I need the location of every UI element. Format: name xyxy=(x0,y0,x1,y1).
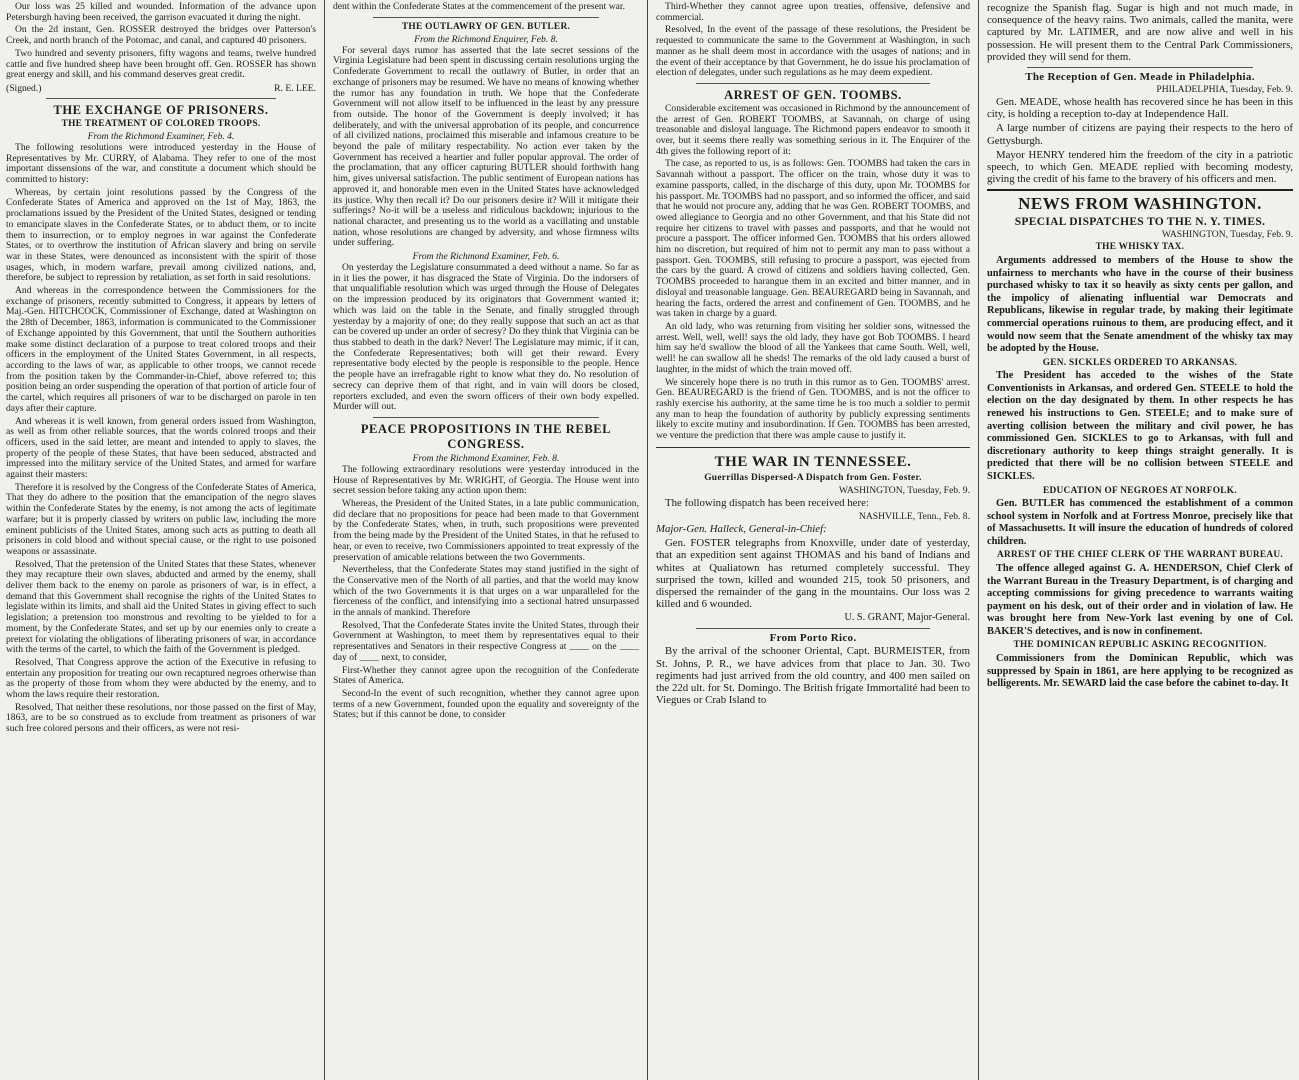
paragraph: Resolved, That Congress approve the action of the Executive in refusing to entertain any proposition for treating our own recaptured negroes otherwise than as the property of those from whom they were abducted by the enemy, and to whom the laws require their restoration. xyxy=(6,656,316,701)
dateline: WASHINGTON, Tuesday, Feb. 9. xyxy=(1161,229,1293,241)
section-heading: THE WHISKY TAX. xyxy=(1095,242,1185,253)
signer-name: R. E. LEE. xyxy=(274,82,316,94)
paragraph: By the arrival of the schooner Oriental, Capt. BURMEISTER, from St. Johns, P. R., we have advices from that place to Jan. 30. Two regiments had just arrived from the old country, and 400 men sailed on the 22d ult. for St. Domingo. The British frigate Immortalité had been to Viegues or Crab Island to xyxy=(656,645,970,707)
addressee: Major-Gen. Halleck, General-in-Chief: xyxy=(656,522,827,535)
paragraph: Second-In the event of such recognition, whether they cannot agree upon terms of a new Government, founded upon the equality and sovereignty of the States; but if this cannot be done, to consider xyxy=(333,687,639,721)
washington-section xyxy=(987,189,1293,690)
paragraph: Two hundred and seventy prisoners, fifty wagons and teams, twelve hundred cattle and five hundred sheep have been brought off. Gen. ROSSER has shown great energy and skill, and his command deserves great credit. xyxy=(6,47,316,81)
article-title: PEACE PROPOSITIONS IN THE REBEL CONGRESS. xyxy=(360,421,612,451)
paragraph: Gen. MEADE, whose health has recovered since he has been in this city, is holding a reception to-day at Independence Hall. xyxy=(987,96,1293,121)
article-source: From the Richmond Examiner, Feb. 4. xyxy=(87,130,235,142)
paragraph: Nevertheless, that the Confederate States may stand justified in the sight of the Conservative men of the North of all parties, and that the world may know which of the two Governments it is that urges on a war unparalleled for the fierceness of the conflict, and intensifying into a sectional hatred unsurpassed in the annals of mankind. Therefore xyxy=(333,564,639,619)
paragraph: Considerable excitement was occasioned in Richmond by the announcement of the arrest of Gen. ROBERT TOOMBS, at Savannah, on charge of using treasonable and disloyal language. The Richmond papers endeavor to smooth it over, but it seems there really was something serious in it. The Enquirer of the 4th gives the following report of it: xyxy=(656,102,970,157)
paragraph: The following extraordinary resolutions were yesterday introduced in the House of Representatives by Mr. WRIGHT, of Georgia. The House went into secret session before taking any action upon them: xyxy=(333,463,639,497)
paragraph: Resolved, In the event of the passage of these resolutions, the President be requested to communicate the same to the Government at Washington, in such manner as he shall deem most in accordance with the usages of nations; and in the event of their acceptance by that Government, he do issue his proclamation of election of delegates, under such regulations as he may deem expedient. xyxy=(656,24,970,79)
signer-name: U. S. GRANT, Major-General. xyxy=(844,612,970,624)
article-source: From the Richmond Examiner, Feb. 8. xyxy=(412,452,560,464)
divider xyxy=(373,417,599,418)
dateline: PHILADELPHIA, Tuesday, Feb. 9. xyxy=(1156,84,1293,96)
paragraph: An old lady, who was returning from visiting her soldier sons, witnessed the arrest. Well, well, well! says the old lady, they have got Bob TOOMBS. I heard him say he'd swallow the blood of all the Yankees that came South. Well, well, well! he can swallow all he sheds! The remarks of the old lady caused a burst of laughter, in the midst of which the train moved off. xyxy=(656,320,970,375)
divider xyxy=(1027,67,1253,68)
divider xyxy=(373,17,599,18)
divider xyxy=(46,98,276,99)
paragraph: On the 2d instant, Gen. ROSSER destroyed the bridges over Patterson's Creek, and north branch of the Potomac, and canal, and captured 40 prisoners. xyxy=(6,24,316,47)
divider xyxy=(696,83,930,84)
paragraph: The following dispatch has been received here: xyxy=(665,496,869,509)
signature-line xyxy=(6,83,316,94)
divider xyxy=(656,447,970,448)
article-source: From the Richmond Enquirer, Feb. 8. xyxy=(414,33,558,45)
article-source: From the Richmond Examiner, Feb. 6. xyxy=(412,251,560,263)
paragraph: Resolved, That neither these resolutions, nor those passed on the first of May, 1863, are to be so construed as to exclude from treatment as prisoners of war such free colored persons and their officers, as were not resi- xyxy=(6,701,316,735)
section-heading: ARREST OF THE CHIEF CLERK OF THE WARRANT BUREAU. xyxy=(996,550,1284,561)
article-title: The Reception of Gen. Meade in Philadelphia. xyxy=(1025,71,1255,84)
article-title: From Porto Rico. xyxy=(769,632,857,645)
section-masthead: NEWS FROM WASHINGTON. xyxy=(1018,194,1262,214)
paragraph: A large number of citizens are paying their respects to the hero of Gettysburgh. xyxy=(987,122,1293,147)
paragraph: dent within the Confederate States at the commencement of the present war. xyxy=(333,1,625,12)
paragraph: Resolved, That the Confederate States invite the United States, through their Government at Washington, to meet them by representatives equal to their representatives and Senators in their respective Congress at ____ on the ____ day of ____ next, to consider, xyxy=(333,619,639,663)
paragraph: The case, as reported to us, is as follows: Gen. TOOMBS had taken the cars in Savannah without a passport. The officer on the train, whose duty it was to examine passports, called, in the discharge of this duty, upon Mr. TOOMBS for his passport. Mr. TOOMBS had no passport, and so informed the officer, and said that he would not procure any, adding that he was Gen. ROBERT TOOMBS, and owed allegiance to Georgia and no other Government, and that his State did not require her citizens to travel with passes and passports, and that he would not procure a passport. The officer informed Gen. TOOMBS that his orders allowed him no discretion, but required of him not to permit any man to pass without a passport. Gen. TOOMBS, still refusing to procure a passport, was ejected from the cars by the guard. A crowd of citizens and soldiers having collected, Gen. TOOMBS proceeded to harangue them in an excited and bitter manner, and in disloyal and treasonable language. Gen. BEAUREGARD being in Savannah, and hearing the facts, ordered the arrest and confinement of Gen. TOOMBS, and he was taken in charge by a guard. xyxy=(656,158,970,320)
column-rule xyxy=(978,0,979,1080)
dateline: WASHINGTON, Tuesday, Feb. 9. xyxy=(838,484,970,496)
paragraph: recognize the Spanish flag. Sugar is high and not much made, in consequence of the heavy rains. Two animals, called the manita, were captured by Mr. LATIMER, and are now alive and well in his possession. He will present them to the Central Park Commissioners, provided they will send for them. xyxy=(987,2,1293,63)
divider xyxy=(696,628,930,629)
paragraph: The following resolutions were introduced yesterday in the House of Representatives by Mr. CURRY, of Alabama. They refer to one of the most important dissensions of the war, and constitute a document which should be committed to history: xyxy=(6,141,316,186)
paragraph: Gen. FOSTER telegraphs from Knoxville, under date of yesterday, that an expedition sent against THOMAS and his band of Indians and whites at Qualiatown has returned completely successful. They surprised the town, killed and wounded 215, took 50 prisoners, and dispersed the remainder of the gang in the mountains. Our loss was 2 killed and 6 wounded. xyxy=(656,537,970,611)
paragraph: The offence alleged against G. A. HENDERSON, Chief Clerk of the Warrant Bureau in the Treasury Department, is of charging and accepting commissions for giving precedence to warrants waiting payment on his desk, out of their order and in violation of law. He was brought here from New-York last evening by one of Col. BAKER'S detectives, and is now in confinement. xyxy=(987,562,1293,637)
paragraph: For several days rumor has asserted that the late secret sessions of the Virginia Legislature had been spent in discussing certain resolutions urging the Confederate Government to recall the outlawry of Butler, in order that an exchange of prisoners may be resumed. We have no means of knowing whether the rumor has any foundation in truth. We hope that the Confederate Government will not allow itself to be influenced in the least by any pressure from outside. The honor of the Government is deeply involved; it has deliberately, and with the universal approbation of its people, and concurrence of all civilized nations, proclaimed this miserable and infamous creature to be beyond the pale of military respectability. No action ever taken by the Government has received a heartier and fuller popular approval. The order of the proclamation, that any officer capturing BUTLER should forthwith hang him, gives universal satisfaction. The public sentiment of European nations has approved it, and honorable men even in the United States have acknowledged its justice. Why then recall it? Do our prisoners desire it? Will it mitigate their sufferings? No-it will be a useless and ridiculous backdown; injurious to the national character, and presenting us to the world as a vacillating and unstable nation, whose resolutions are changed by adversity, and whose firmness wilts under suffering. xyxy=(333,44,639,249)
paragraph: The President has acceded to the wishes of the State Conventionists in Arkansas, and ordered Gen. STEELE to hold the election on the day designated by them. In other respects he has renewed his instructions to Gen. STEELE; and to make sure of averting collision between the military and civil power, he has commissioned Gen. SICKLES to go to Arkansas, with full and discretionary authority to keep things straight generally. It is predicted that there will be no collision between STEELE and SICKLES. xyxy=(987,370,1293,482)
paragraph: And whereas in the correspondence between the Commissioners for the exchange of prisoners, recently submitted to Congress, it appears by letters of Maj.-Gen. HITCHCOCK, Commissioner of Exchange, dated at Washington on the 28th of December, 1863, information is communicated to the Commissioner of Exchange appointed by this Government, that until the Southern authorities make some distinct declaration of a purpose to treat colored troops and their officers in the employment of the United States Government, in all respects, according to the laws of war, as applicable to other troops, we cannot recede from the position taken by the Commander-in-Chief, above referred to; this position being an order suspending the operation of that portion of article four of the cartel, which requires all prisoners of war to be discharged on parole in ten days after their capture. xyxy=(6,285,316,414)
paragraph: Third-Whether they cannot agree upon treaties, offensive, defensive and commercial. xyxy=(656,1,970,23)
paragraph: Therefore it is resolved by the Congress of the Confederate States of America, That they do adhere to the position that the emancipation of the negro slaves within the Confederate States by the enemy, is not among the acts of legitimate warfare; but it is properly classed by writers on public law, including the more eminent publicists of the United States, among such acts as putting to death all prisoners in cold blood and without special cause, or the right to use poisoned weapons or assassinate. xyxy=(6,481,316,557)
dateline: NASHVILLE, Tenn., Feb. 8. xyxy=(858,510,970,522)
paragraph: First-Whether they cannot agree upon the recognition of the Confederate States of America. xyxy=(333,664,639,687)
section-heading: EDUCATION OF NEGROES AT NORFOLK. xyxy=(1043,485,1237,496)
paragraph: Mayor HENRY tendered him the freedom of the city in a patriotic speech, to which Gen. MEADE replied with becoming modesty, giving the credit of his fame to the bravery of his officers and men. xyxy=(987,148,1293,186)
paragraph: Gen. BUTLER has commenced the establishment of a common school system in Norfolk and at Fortress Monroe, precisely like that of Massachusetts. It will insure the education of hundreds of colored children. xyxy=(987,498,1293,547)
paragraph: And whereas it is well known, from general orders issued from Washington, as well as from other reliable sources, that the words colored troops and their officers, used in the said letter, are meant and intended to apply to slaves, the property of the people of these States, that have been seduced, abstracted and impressed into the military service of the United States, and armed for warfare against their masters: xyxy=(6,415,316,481)
paragraph: Commissioners from the Dominican Republic, which was suppressed by Spain in 1861, are here applying to be recognized as belligerents. Mr. SEWARD laid the case before the cabinet to-day. It xyxy=(987,652,1293,690)
section-heading: THE DOMINICAN REPUBLIC ASKING RECOGNITION. xyxy=(1013,640,1267,651)
article-title: ARREST OF GEN. TOOMBS. xyxy=(724,87,902,102)
column-1 xyxy=(0,0,322,1080)
article-title: THE OUTLAWRY OF GEN. BUTLER. xyxy=(401,21,571,32)
paragraph: Our loss was 25 killed and wounded. Information of the advance upon Petersburgh having been received, the garrison evacuated it during the night. xyxy=(6,1,316,23)
paragraph: Resolved, That the pretension of the United States that these States, whenever they may recapture their own slaves, abducted and armed by the enemy, shall deliver them back to the enemy on parole as prisoners of war, is in effect, a demand that this Government shall recognise the rights of the United States to legislate within its limits, and shall aid the United States in giving effect to such legislation; a pretension too monstrous and revolting to be yielded to for a moment, by the Confederate States, and set up by our enemies only to create a pretext for violating the obligations of liberating prisoners of war, in accordance with the terms of the cartel, to which the faith of the Government is pledged. xyxy=(6,558,316,656)
column-4 xyxy=(981,0,1299,1080)
signed-label: (Signed.) xyxy=(6,82,42,94)
paragraph: We sincerely hope there is no truth in this rumor as to Gen. TOOMBS' arrest. Gen. BEAUREGARD is the friend of Gen. TOOMBS, and is not the officer to rashly exercise his authority, at the same time he is too much a soldier to permit any man to heap the foundation of authority by publicly expressing sentiments likely to excite mutiny and insubordination. If Gen. TOOMBS has been arrested, we venture the prediction that there was ample cause to justify it. xyxy=(656,376,970,442)
column-3 xyxy=(650,0,976,1080)
article-subtitle: Guerrillas Dispersed-A Dispatch from Gen. Foster. xyxy=(704,472,922,483)
paragraph: Whereas, by certain joint resolutions passed by the Congress of the Confederate States of America and approved on the 1st of May, 1863, the proclamations issued by the President of the United States, designed or tending to emancipate slaves in the Confederate States, or to abduct them, or to incite them to insurrection, or to employ negroes in war against the Confederate States, or to overthrow the institution of African slavery and bring on servile war in these States, were denounced as inconsistent with the spirit of those usages, which, in modern warfare, prevail among civilized nations, and, therefore, be subject to repression by retaliation, as set forth in said resolutions. xyxy=(6,186,316,284)
column-rule xyxy=(324,0,325,1080)
column-2 xyxy=(327,0,645,1080)
column-rule xyxy=(647,0,648,1080)
paragraph: Whereas, the President of the United States, in a late public communication, did declare that no propositions for peace had been made to that Government by the Confederate States, when, in truth, such propositions were prevented from the being made by the President of the United States, in that he refused to hear, or even to receive, two Commissioners appointed to treat expressly of the preservation of amicable relations between the two Governments. xyxy=(333,498,639,563)
article-title: THE EXCHANGE OF PRISONERS. xyxy=(53,102,269,117)
section-heading: GEN. SICKLES ORDERED TO ARKANSAS. xyxy=(1042,357,1238,368)
article-subtitle: THE TREATMENT OF COLORED TROOPS. xyxy=(61,118,261,129)
paragraph: On yesterday the Legislature consummated a deed without a name. So far as in it lies the power, it has disgraced the State of Virginia. Do the indorsers of that unqualifiable resolution which was urged through the House of Delegates on the impression produced by its originators that Government wanted it; which was laid on the table in the Senate, and finally struggled through yesterday by a majority of one; do they really suppose that such an act as that can be covered up under an order of secresy? Do they think that Virginia can be thus stabbed to death in the dark? Never! The Legislature may mimic, if it can, the Confederate Representatives; both will get their reward. Every representative body elected by the people is responsible to the people. Hence the people have an irrefragable right to know what they do. No resolution of secrecy can deprive them of that right, and in vain will doors be closed, reporters excluded, and even the sworn officers of their own body expelled. Murder will out. xyxy=(333,262,639,413)
section-subhead: SPECIAL DISPATCHES TO THE N. Y. TIMES. xyxy=(1014,216,1266,229)
paragraph: Arguments addressed to members of the House to show the unfairness to merchants who have in the course of their business purchased whisky to tax it so heavily as sixty cents per gallon, and the impolicy of alienating influential war Democrats and Republicans, likewise in regular trade, by making their legitimate commercial operations ruinous to them, are producing effect, and it would now seem that the Senate amendment of the whisky tax may be adopted by the House. xyxy=(987,254,1293,355)
article-title: THE WAR IN TENNESSEE. xyxy=(714,453,912,470)
